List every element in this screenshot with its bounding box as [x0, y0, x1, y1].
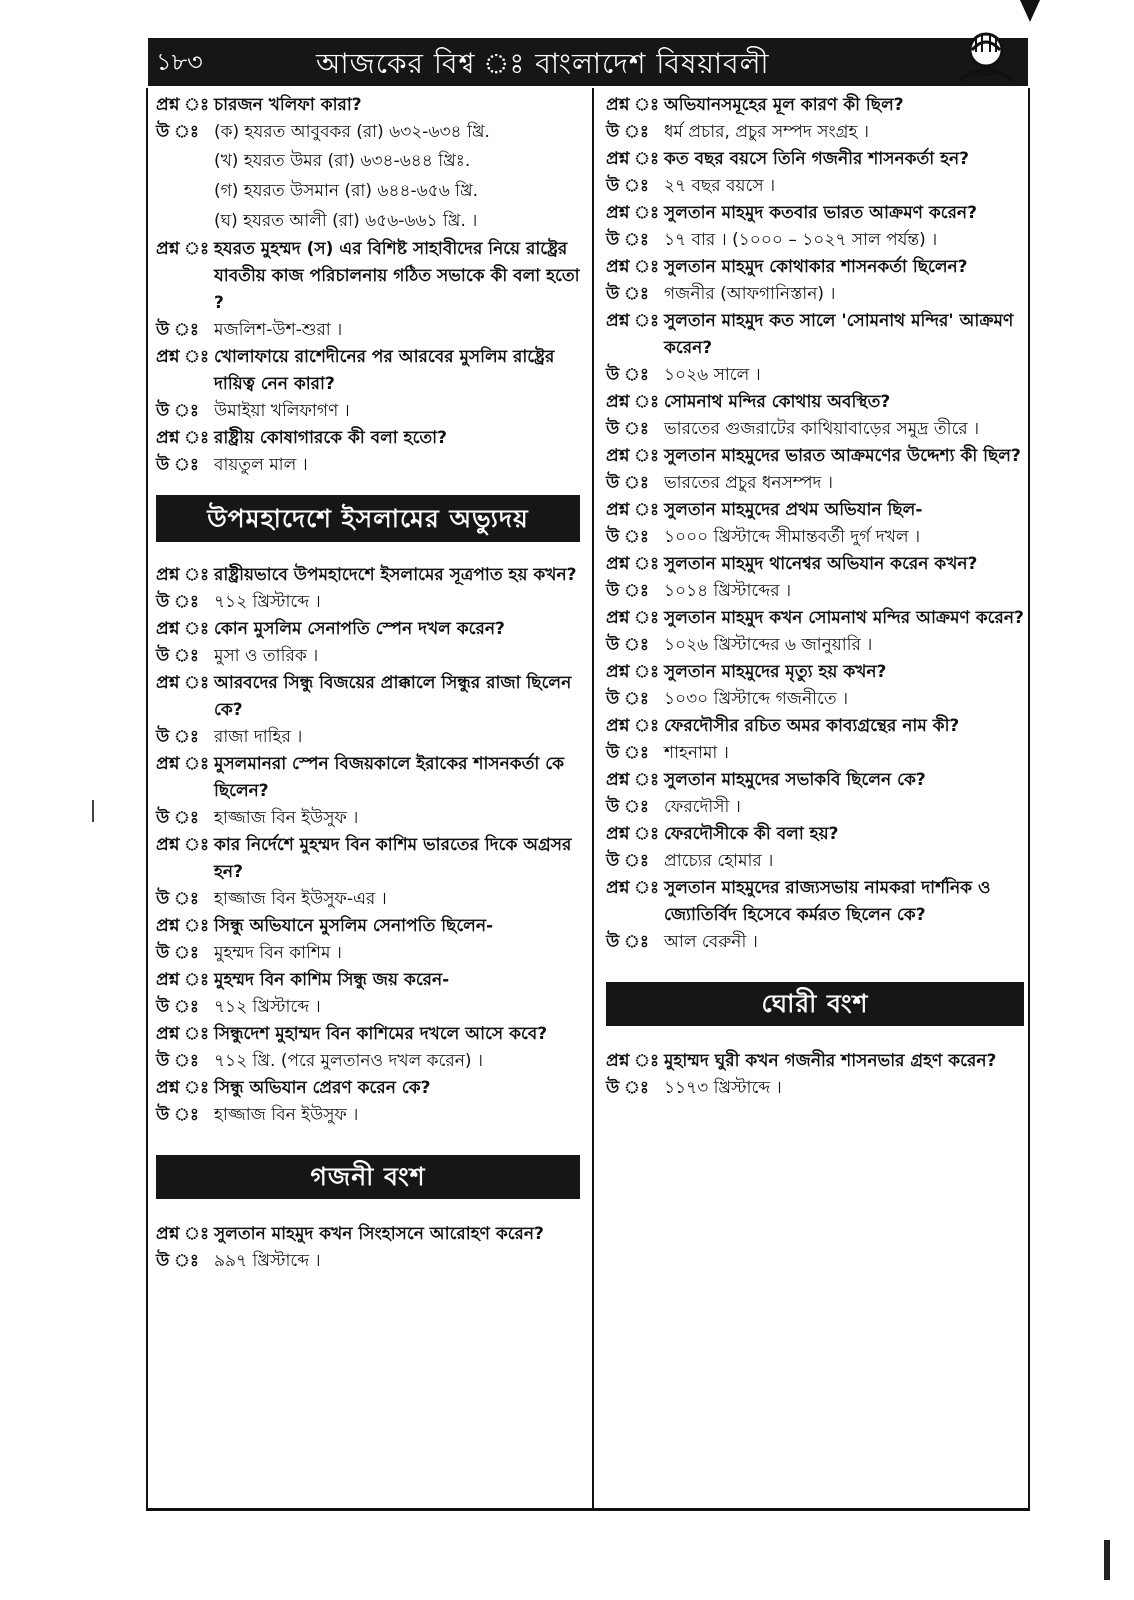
answer-row: [606, 119, 1024, 146]
answer-row: [156, 452, 580, 479]
question-row: [156, 1221, 580, 1248]
publisher-logo-icon: [958, 30, 1014, 84]
answer-row: [606, 416, 1024, 443]
answer-label: উ ঃ: [606, 527, 649, 547]
question-label: প্রশ্ন ঃ: [156, 1024, 210, 1044]
answer-text: মুসা ও তারিক ।: [214, 646, 319, 666]
answer-row: [606, 740, 1024, 767]
question-text: ফেরদৌসীকে কী বলা হয়?: [664, 824, 839, 844]
question-label: প্রশ্ন ঃ: [156, 673, 210, 693]
answer-text: ফেরদৌসী ।: [664, 797, 741, 817]
question-text: চারজন খলিফা কারা?: [214, 95, 362, 115]
answer-row: [156, 1048, 580, 1075]
answer-label: উ ঃ: [156, 1051, 199, 1071]
answer-row: [156, 589, 580, 616]
answer-text: ধর্ম প্রচার, প্রচুর সম্পদ সংগ্রহ ।: [664, 122, 869, 142]
answer-label: উ ঃ: [156, 401, 199, 421]
answer-text: রাজা দাহির ।: [214, 727, 303, 747]
question-row: [606, 308, 1024, 362]
answer-text: ১০৩০ খ্রিস্টাব্দে গজনীতে ।: [664, 689, 849, 709]
question-row: [156, 913, 580, 940]
answer-label: উ ঃ: [606, 176, 649, 196]
question-row: [606, 767, 1024, 794]
section-heading-islam: উপমহাদেশে ইসলামের অভ্যুদয়: [156, 495, 580, 542]
question-label: প্রশ্ন ঃ: [606, 1051, 660, 1071]
question-row: [606, 92, 1024, 119]
answer-label: উ ঃ: [606, 473, 649, 493]
question-text: কোন মুসলিম সেনাপতি স্পেন দখল করেন?: [214, 619, 505, 639]
question-row: [606, 146, 1024, 173]
answer-text: ৭১২ খ্রিস্টাব্দে ।: [214, 592, 321, 612]
answer-label: উ ঃ: [156, 727, 199, 747]
answer-row: [156, 994, 580, 1021]
answer-label: উ ঃ: [606, 635, 649, 655]
page-header: [148, 38, 1028, 86]
answer-label: উ ঃ: [156, 320, 199, 340]
question-text: কত বছর বয়সে তিনি গজনীর শাসনকর্তা হন?: [664, 149, 970, 169]
column-divider: [592, 88, 594, 1508]
question-row: [156, 236, 580, 317]
answer-row: [156, 1102, 580, 1129]
question-label: প্রশ্ন ঃ: [156, 428, 210, 448]
answer-label: উ ঃ: [156, 455, 199, 475]
answer-row: [606, 1075, 1024, 1102]
question-label: প্রশ্ন ঃ: [606, 257, 660, 277]
answer-label: উ ঃ: [606, 365, 649, 385]
question-row: [606, 200, 1024, 227]
answer-row: [606, 524, 1024, 551]
answer-row: [156, 1248, 580, 1275]
answer-text: ২৭ বছর বয়সে ।: [664, 176, 776, 196]
question-label: প্রশ্ন ঃ: [606, 716, 660, 736]
question-label: প্রশ্ন ঃ: [606, 878, 660, 898]
answer-label: উ ঃ: [606, 419, 649, 439]
answer-row: [606, 929, 1024, 956]
question-row: [606, 497, 1024, 524]
answer-text: ১০১৪ খ্রিস্টাব্দের ।: [664, 581, 792, 601]
question-row: [156, 562, 580, 589]
answer-row: [606, 173, 1024, 200]
question-label: প্রশ্ন ঃ: [606, 554, 660, 574]
answer-row: [606, 362, 1024, 389]
question-text: সুলতান মাহমুদ থানেশ্বর অভিযান করেন কখন?: [664, 554, 978, 574]
question-row: [606, 605, 1024, 632]
question-label: প্রশ্ন ঃ: [156, 347, 210, 367]
answer-row: [156, 805, 580, 832]
answer-label: উ ঃ: [606, 122, 649, 142]
question-label: প্রশ্ন ঃ: [606, 662, 660, 682]
answer-text: বায়তুল মাল ।: [214, 455, 308, 475]
right-column: [606, 92, 1024, 1102]
scan-mark: [1104, 1540, 1110, 1580]
question-row: [606, 659, 1024, 686]
question-label: প্রশ্ন ঃ: [156, 970, 210, 990]
question-text: সুলতান মাহমুদের সভাকবি ছিলেন কে?: [664, 770, 926, 790]
question-label: প্রশ্ন ঃ: [606, 392, 660, 412]
section-heading-ghazni: গজনী বংশ: [156, 1155, 580, 1199]
question-text: মুহম্মদ বিন কাশিম সিন্ধু জয় করেন-: [214, 970, 450, 990]
answer-label: উ ঃ: [606, 689, 649, 709]
question-row: [156, 1075, 580, 1102]
scan-mark: [92, 800, 94, 822]
answer-label: উ ঃ: [606, 743, 649, 763]
question-label: প্রশ্ন ঃ: [606, 95, 660, 115]
answer-label: উ ঃ: [156, 1251, 199, 1271]
answer-text: ১০২৬ খ্রিস্টাব্দের ৬ জানুয়ারি ।: [664, 635, 873, 655]
answer-text: গজনীর (আফগানিস্তান) ।: [664, 284, 836, 304]
answer-row: [606, 281, 1024, 308]
question-label: প্রশ্ন ঃ: [156, 1078, 210, 1098]
question-label: প্রশ্ন ঃ: [156, 565, 210, 585]
question-text: সিন্ধু অভিযানে মুসলিম সেনাপতি ছিলেন-: [214, 916, 494, 936]
answer-row: [156, 724, 580, 751]
question-text: সুলতান মাহমুদের মৃত্যু হয় কখন?: [664, 662, 887, 682]
answer-text: উমাইয়া খলিফাগণ ।: [214, 401, 350, 421]
question-text: রাষ্ট্রীয়ভাবে উপমহাদেশে ইসলামের সূত্রপাত হয় কখন?: [214, 565, 577, 585]
answer-row: [156, 643, 580, 670]
question-label: প্রশ্ন ঃ: [156, 1224, 210, 1244]
answer-row: [606, 227, 1024, 254]
question-row: [156, 967, 580, 994]
question-label: প্রশ্ন ঃ: [156, 916, 210, 936]
question-label: প্রশ্ন ঃ: [606, 149, 660, 169]
question-label: প্রশ্ন ঃ: [156, 835, 210, 855]
question-label: প্রশ্ন ঃ: [156, 619, 210, 639]
question-row: [606, 875, 1024, 929]
question-text: আরবদের সিন্ধু বিজয়ের প্রাক্কালে সিন্ধুর রাজা ছিলেন কে?: [214, 673, 572, 720]
question-text: ফেরদৌসীর রচিত অমর কাব্যগ্রন্থের নাম কী?: [664, 716, 960, 736]
question-text: অভিযানসমূহের মূল কারণ কী ছিল?: [664, 95, 904, 115]
answer-subitem: (ঘ) হযরত আলী (রা) ৬৫৬-৬৬১ খ্রি. ।: [214, 211, 478, 231]
question-text: সুলতান মাহমুদ কোথাকার শাসনকর্তা ছিলেন?: [664, 257, 968, 277]
question-text: সুলতান মাহমুদ কখন সোমনাথ মন্দির আক্রমণ করেন?: [664, 608, 1024, 628]
question-label: প্রশ্ন ঃ: [156, 95, 210, 115]
answer-text: ১০২৬ সালে ।: [664, 365, 761, 385]
answer-label: উ ঃ: [156, 592, 199, 612]
question-row: [156, 1021, 580, 1048]
question-label: প্রশ্ন ঃ: [606, 311, 660, 331]
answer-text: হাজ্জাজ বিন ইউসুফ-এর ।: [214, 889, 387, 909]
question-row: [156, 92, 580, 119]
question-text: সুলতান মাহমুদের প্রথম অভিযান ছিল-: [664, 500, 923, 520]
answer-text: ভারতের প্রচুর ধনসম্পদ ।: [664, 473, 833, 493]
answer-label: উ ঃ: [156, 1105, 199, 1125]
answer-text: মুহম্মদ বিন কাশিম ।: [214, 943, 342, 963]
answer-label: উ ঃ: [156, 997, 199, 1017]
question-text: হযরত মুহম্মদ (স) এর বিশিষ্ট সাহাবীদের নিয়ে রাষ্ট্রের যাবতীয় কাজ পরিচালনায় গঠিত সভাকে কী বলা হতো ?: [214, 239, 580, 313]
answer-subitem: (খ) হযরত উমর (রা) ৬৩৪-৬৪৪ খ্রিঃ.: [214, 151, 471, 171]
question-text: সুলতান মাহমুদের রাজ্যসভায় নামকরা দার্শনিক ও জ্যোতির্বিদ হিসেবে কর্মরত ছিলেন কে?: [664, 878, 991, 925]
answer-label: উ ঃ: [606, 797, 649, 817]
answer-text: ১১৭৩ খ্রিস্টাব্দে ।: [664, 1078, 782, 1098]
question-text: কার নির্দেশে মুহম্মদ বিন কাশিম ভারতের দিকে অগ্রসর হন?: [214, 835, 572, 882]
question-row: [606, 713, 1024, 740]
answer-label: উ ঃ: [606, 284, 649, 304]
question-label: প্রশ্ন ঃ: [606, 500, 660, 520]
question-row: [606, 821, 1024, 848]
question-text: সিন্ধুদেশ মুহাম্মদ বিন কাশিমের দখলে আসে কবে?: [214, 1024, 548, 1044]
answer-label: উ ঃ: [156, 808, 199, 828]
answer-text: হাজ্জাজ বিন ইউসুফ ।: [214, 1105, 359, 1125]
answer-row: [606, 794, 1024, 821]
answer-label: উ ঃ: [606, 581, 649, 601]
answer-row: [606, 848, 1024, 875]
question-text: রাষ্ট্রীয় কোষাগারকে কী বলা হতো?: [214, 428, 447, 448]
question-row: [606, 551, 1024, 578]
answer-row: [606, 686, 1024, 713]
question-text: সোমনাথ মন্দির কোথায় অবস্থিত?: [664, 392, 891, 412]
answer-row: [156, 886, 580, 913]
book-title: আজকের বিশ্ব ঃ বাংলাদেশ বিষয়াবলী: [316, 47, 770, 80]
answer-text: শাহনামা ।: [664, 743, 729, 763]
answer-text: হাজ্জাজ বিন ইউসুফ ।: [214, 808, 359, 828]
answer-text: ভারতের গুজরাটের কাথিয়াবাড়ের সমুদ্র তীরে ।: [664, 419, 980, 439]
answer-row: [606, 470, 1024, 497]
question-row: [156, 344, 580, 398]
answer-label: উ ঃ: [606, 932, 649, 952]
answer-row: [156, 317, 580, 344]
answer-label: উ ঃ: [606, 1078, 649, 1098]
question-label: প্রশ্ন ঃ: [156, 239, 210, 259]
question-text: সিন্ধু অভিযান প্রেরণ করেন কে?: [214, 1078, 431, 1098]
corner-mark: [1020, 0, 1040, 22]
question-label: প্রশ্ন ঃ: [606, 770, 660, 790]
answer-label: উ ঃ: [156, 943, 199, 963]
answer-row: [156, 940, 580, 967]
answer-text: প্রাচ্যের হোমার ।: [664, 851, 774, 871]
question-text: সুলতান মাহমুদ কতবার ভারত আক্রমণ করেন?: [664, 203, 977, 223]
question-row: [606, 443, 1024, 470]
answer-subitem: (গ) হযরত উসমান (রা) ৬৪৪-৬৫৬ খ্রি.: [214, 181, 479, 201]
answer-label: উ ঃ: [606, 230, 649, 250]
answer-text: ৯৯৭ খ্রিস্টাব্দে ।: [214, 1251, 321, 1271]
answer-row: [606, 578, 1024, 605]
question-text: সুলতান মাহমুদ কখন সিংহাসনে আরোহণ করেন?: [214, 1224, 544, 1244]
question-text: সুলতান মাহমুদের ভারত আক্রমণের উদ্দেশ্য কী ছিল?: [664, 446, 1021, 466]
answer-text: (ক) হযরত আবুবকর (রা) ৬৩২-৬৩৪ খ্রি.: [214, 122, 490, 142]
question-row: [156, 751, 580, 805]
question-text: খোলাফায়ে রাশেদীনের পর আরবের মুসলিম রাষ্ট্রের দায়িত্ব নেন কারা?: [214, 347, 555, 394]
answer-text: ৭১২ খ্রিস্টাব্দে ।: [214, 997, 321, 1017]
question-label: প্রশ্ন ঃ: [606, 446, 660, 466]
question-label: প্রশ্ন ঃ: [156, 754, 210, 774]
question-row: [606, 254, 1024, 281]
answer-label: উ ঃ: [156, 889, 199, 909]
question-row: [606, 1048, 1024, 1075]
answer-label: উ ঃ: [606, 851, 649, 871]
question-row: [156, 616, 580, 643]
question-label: প্রশ্ন ঃ: [606, 203, 660, 223]
answer-label: উ ঃ: [156, 122, 199, 142]
answer-text: ১৭ বার । (১০০০ – ১০২৭ সাল পর্যন্ত) ।: [664, 230, 938, 250]
left-column: [156, 92, 580, 1275]
question-row: [156, 425, 580, 452]
question-label: প্রশ্ন ঃ: [606, 608, 660, 628]
question-row: [156, 832, 580, 886]
answer-label: উ ঃ: [156, 646, 199, 666]
answer-row: [156, 119, 580, 146]
question-text: মুহাম্মদ ঘুরী কখন গজনীর শাসনভার গ্রহণ করেন?: [664, 1051, 997, 1071]
question-row: [606, 389, 1024, 416]
page-number: ১৮৩: [156, 48, 203, 76]
question-row: [156, 670, 580, 724]
answer-text: ১০০০ খ্রিস্টাব্দে সীমান্তবর্তী দুর্গ দখল ।: [664, 527, 921, 547]
section-heading-ghori: ঘোরী বংশ: [606, 982, 1024, 1026]
answer-row: [156, 398, 580, 425]
question-label: প্রশ্ন ঃ: [606, 824, 660, 844]
answer-text: ৭১২ খ্রি. (পরে মুলতানও দখল করেন) ।: [214, 1051, 483, 1071]
answer-row: [606, 632, 1024, 659]
question-text: সুলতান মাহমুদ কত সালে 'সোমনাথ মন্দির' আক্রমণ করেন?: [664, 311, 1014, 358]
answer-text: আল বেরুনী ।: [664, 932, 758, 952]
question-text: মুসলমানরা স্পেন বিজয়কালে ইরাকের শাসনকর্তা কে ছিলেন?: [214, 754, 565, 801]
answer-text: মজলিশ-উশ-শুরা ।: [214, 320, 343, 340]
